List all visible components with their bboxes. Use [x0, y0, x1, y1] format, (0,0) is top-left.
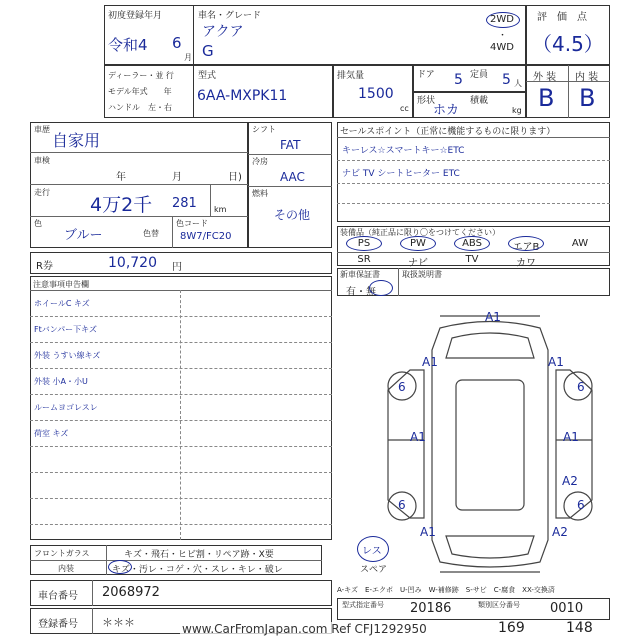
doors: 5	[454, 72, 463, 88]
score-value: （4.5）	[532, 32, 604, 56]
usage-label: 車歴	[34, 125, 50, 134]
notes-label: 注意事項申告欄	[33, 280, 89, 289]
mileage-digits: 281	[172, 196, 197, 211]
notes-line: Ftバンパー下キズ	[34, 325, 98, 334]
type-desig-value: 20186	[410, 601, 452, 616]
kg-unit: kg	[512, 106, 522, 115]
damage-label-l-rear: A1	[420, 525, 436, 539]
color-code: 8W7/FC20	[180, 231, 232, 242]
notes-rule	[30, 524, 332, 525]
equipment-circle	[400, 236, 436, 251]
type-label: 型式	[198, 71, 217, 81]
notes-rule	[30, 394, 332, 395]
ext-label: 外 装	[533, 72, 557, 83]
damage-label-rf-wheel: 6	[577, 380, 585, 394]
mileage-unit: km	[214, 205, 227, 214]
chassis-value: 2068972	[102, 585, 160, 600]
equipment-label: 装備品（純正品に限り〇をつけてください）	[340, 228, 500, 237]
weight-label: 積載	[470, 96, 489, 106]
warranty-label: 新車保証書	[340, 270, 380, 279]
score-label: 評 価 点	[537, 12, 587, 23]
damage-label-front: A1	[485, 310, 501, 324]
recycle-value: 10,720	[108, 255, 157, 271]
notes-line: ルームヨゴレスレ	[34, 403, 98, 412]
equipment-item: ABS	[462, 238, 482, 249]
class-label: 類別区分番号	[478, 601, 520, 609]
shape-label: 形状	[417, 96, 436, 106]
fuel-label: 燃料	[252, 189, 268, 198]
cc-unit: cc	[400, 104, 409, 113]
inspection-day: 日)	[228, 172, 242, 183]
damage-label-lf-wheel: 6	[398, 380, 406, 394]
cap-unit: 人	[514, 79, 522, 88]
color-value: ブルー	[64, 228, 103, 243]
glass-value: キズ・飛石・ヒビ割・リペア跡・X要	[124, 550, 274, 560]
damage-label-lr-wheel: 6	[398, 498, 406, 512]
bottom-num-left: 169	[498, 620, 525, 636]
notes-line: 荷室 キズ	[34, 429, 69, 438]
month-unit: 月	[184, 53, 192, 62]
notes-rule	[30, 498, 332, 499]
reg-month: 6	[172, 34, 182, 52]
notes-rule	[30, 316, 332, 317]
int-label: 内 装	[575, 72, 599, 83]
notes-rule	[30, 472, 332, 473]
reg-label: 初度登録年月	[108, 11, 163, 21]
notes-line: 外装 小A・小U	[34, 377, 88, 386]
equipment-item: PW	[410, 238, 426, 249]
damage-label-r-door: A1	[563, 430, 579, 444]
notes-rule	[30, 420, 332, 421]
damage-label-lf-fender: A1	[422, 355, 438, 369]
damage-label-r-quarter: A2	[562, 474, 578, 488]
equipment-circle	[508, 236, 544, 251]
registration-value: ＊＊＊	[102, 616, 135, 629]
drive-dot: ・	[498, 31, 508, 41]
equipment-circle	[454, 236, 490, 251]
registration-label: 登録番号	[38, 619, 78, 630]
equipment-item: AW	[571, 238, 589, 249]
bottom-num-right: 148	[566, 620, 593, 636]
damage-label-rr-wheel: 6	[577, 498, 585, 512]
inspection-year: 年	[116, 172, 126, 183]
mileage-label: 走行	[34, 188, 50, 197]
cap-label: 定員	[470, 70, 489, 80]
recycle-unit: 円	[172, 262, 182, 273]
int-grade: B	[579, 84, 596, 112]
color-code-label: 色コード	[176, 219, 208, 228]
usage-value: 自家用	[52, 131, 101, 150]
damage-label-l-door: A1	[410, 430, 426, 444]
equipment-item: ナビ	[408, 258, 428, 269]
shift-value: FAT	[280, 138, 301, 152]
name-label: 車名・グレード	[198, 11, 262, 21]
damage-label-rf-fender: A1	[548, 355, 564, 369]
sales-line2: ナビ TV シートヒーター ETC	[342, 169, 460, 179]
equipment-item: カワ	[516, 258, 536, 269]
interior-label: 内装	[58, 564, 74, 573]
equipment-circle	[346, 236, 382, 251]
recycle-label: R券	[36, 261, 53, 272]
model-code: 6AA-MXPK11	[197, 88, 288, 104]
equipment-item: SR	[357, 254, 371, 265]
fuel-value: その他	[274, 208, 311, 222]
sales-line1: キーレス☆スマートキー☆ETC	[342, 146, 465, 156]
interior-circle	[108, 560, 132, 574]
model-year-label: モデル年式 年	[108, 87, 172, 96]
aircon-value: AAC	[280, 170, 305, 184]
shape: ホカ	[433, 103, 460, 118]
mileage-value: 4万2千	[90, 194, 153, 216]
spare-label: スペア	[360, 565, 388, 575]
equipment-item: TV	[465, 254, 479, 265]
manual-label: 取扱説明書	[402, 270, 442, 279]
notes-rule	[30, 342, 332, 343]
handle-label: ハンドル 左・右	[108, 103, 172, 112]
notes-line: 外装 うすい線キズ	[34, 351, 101, 360]
inspection-label: 車検	[34, 156, 50, 165]
drive-4wd: 4WD	[490, 42, 514, 53]
damage-label-r-rear: A2	[552, 525, 568, 539]
sales-label: セールスポイント（正常に機能するものに限ります）	[340, 127, 556, 137]
car-diagram	[370, 310, 610, 580]
warranty-value: 有・無	[346, 287, 376, 298]
disp-label: 排気量	[337, 71, 365, 81]
ext-grade: B	[538, 84, 555, 112]
reg-era: 令和4	[108, 36, 148, 54]
warranty-circle	[369, 280, 393, 296]
door-label: ドア	[417, 70, 435, 80]
legend: A-キズ E-エクボ U-凹み W-補修跡 S-サビ C-腐食 XX-交換済	[337, 586, 555, 594]
notes-rule	[30, 446, 332, 447]
glass-label: フロントガラス	[34, 549, 90, 558]
plate-label: 色替	[143, 229, 159, 238]
capacity: 5	[502, 72, 511, 88]
color-label: 色	[34, 219, 42, 228]
shift-label: シフト	[252, 125, 276, 134]
notes-line: ホイールC キズ	[34, 299, 90, 308]
spare-value: レス	[362, 546, 382, 557]
equipment-item: エアB	[512, 242, 540, 253]
watermark: www.CarFromJapan.com Ref CFJ1292950	[182, 622, 427, 636]
notes-rule	[30, 368, 332, 369]
interior-value: キズ・汚レ・コゲ・穴・スレ・キレ・破レ	[112, 565, 283, 575]
grade: G	[202, 42, 214, 60]
drive-2wd: 2WD	[490, 14, 514, 25]
chassis-label: 車台番号	[38, 591, 78, 602]
equipment-item: PS	[357, 238, 371, 249]
aircon-label: 冷房	[252, 157, 268, 166]
dealer-label: ディーラー・並 行	[108, 71, 174, 80]
inspection-month: 月	[172, 172, 182, 183]
displacement: 1500	[358, 86, 394, 102]
car-name: アクア	[202, 24, 244, 40]
class-value: 0010	[550, 601, 584, 616]
type-desig-label: 型式指定番号	[342, 601, 384, 609]
